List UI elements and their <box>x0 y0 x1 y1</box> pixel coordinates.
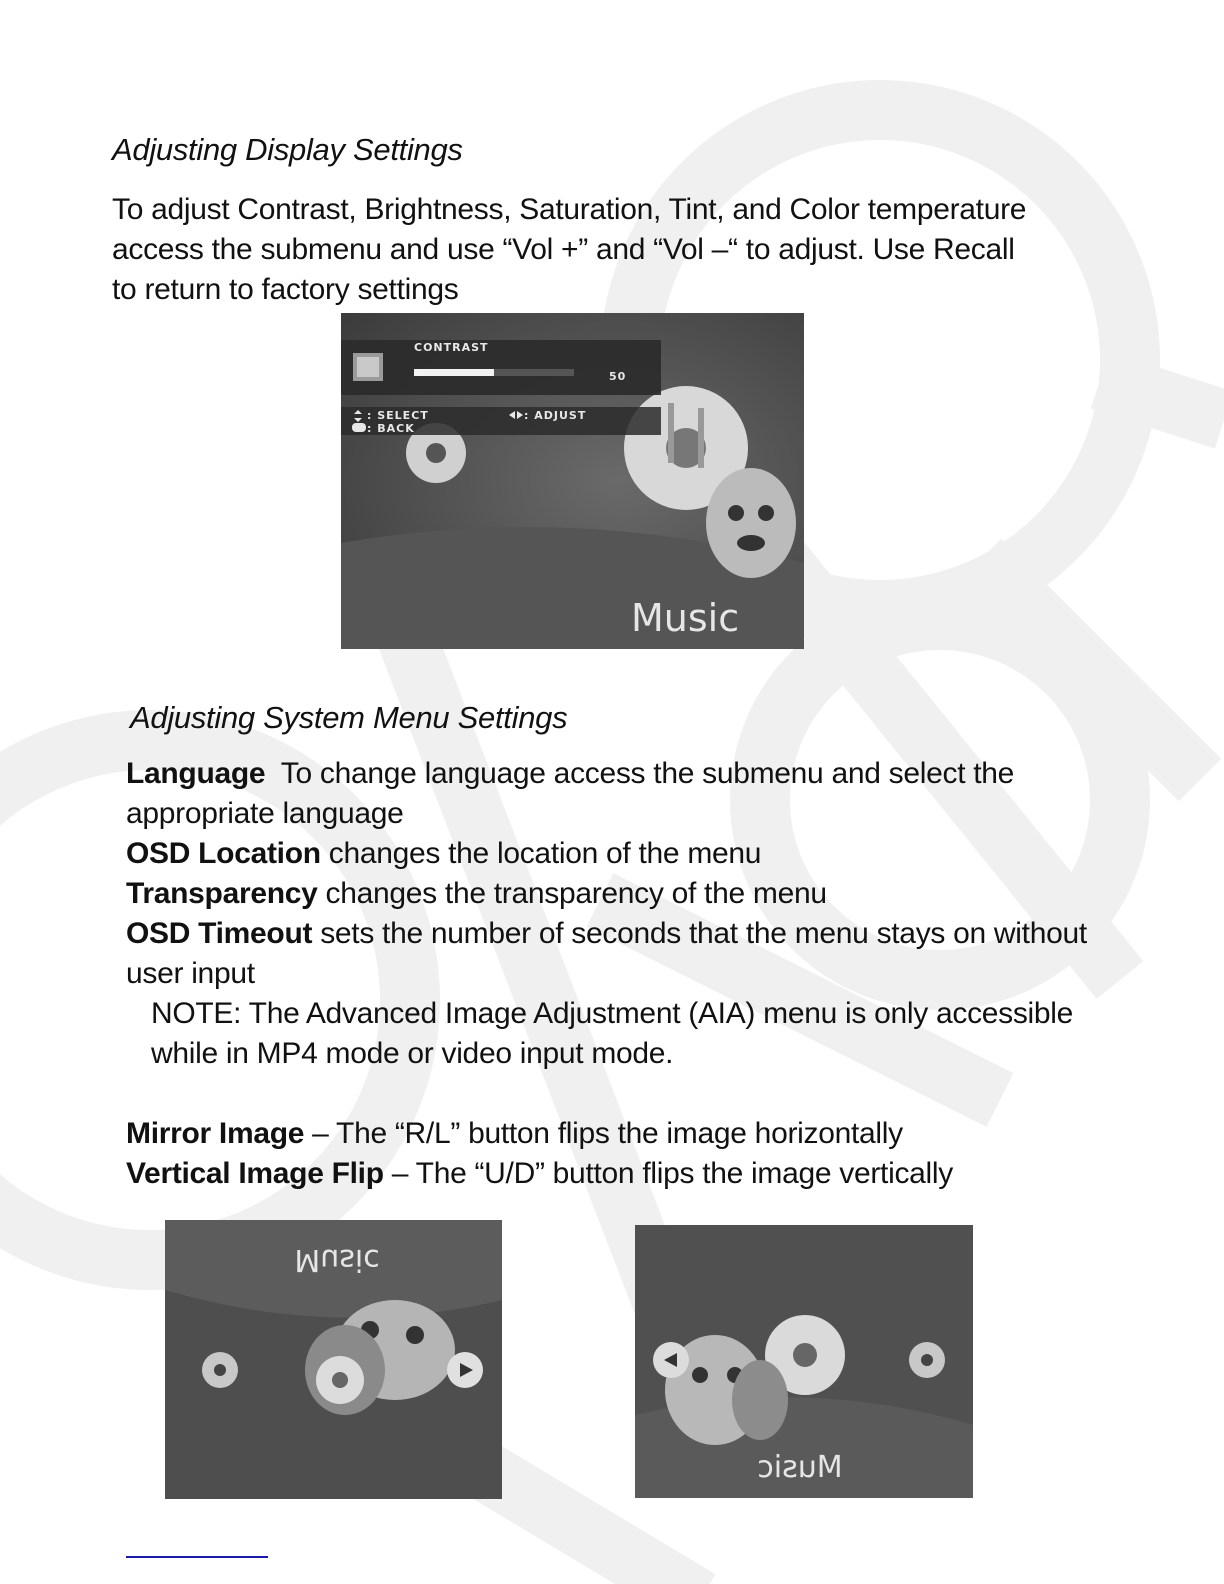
hint-select: : SELECT <box>367 409 429 422</box>
term-transparency: Transparency <box>126 877 318 910</box>
section-heading-display-settings: Adjusting Display Settings <box>112 132 463 167</box>
definition-text: sets the number of seconds that the menu stays on without <box>312 917 1087 950</box>
definition-text: changes the location of the menu <box>320 837 762 870</box>
term-mirror-image: Mirror Image <box>126 1117 305 1150</box>
footer-rule <box>126 1556 268 1558</box>
flipped-image-screenshot <box>165 1220 502 1499</box>
contrast-menu-screenshot <box>341 313 804 649</box>
definition-line <box>126 954 1186 994</box>
contrast-bar-fill <box>414 369 494 376</box>
music-label-flipped: Music <box>294 1242 380 1277</box>
paragraph-line: To adjust Contrast, Brightness, Saturation, Tint, and Color temperature <box>112 193 1027 226</box>
definition-line <box>126 874 1186 914</box>
contrast-value: 50 <box>609 370 627 383</box>
note-line: NOTE: The Advanced Image Adjustment (AIA) menu is only accessible <box>151 997 1074 1030</box>
section-heading-system-menu: Adjusting System Menu Settings <box>130 700 568 735</box>
term-language: Language <box>126 757 266 790</box>
definition-line <box>126 794 1186 834</box>
note-block <box>126 994 1186 1074</box>
definition-line <box>126 914 1186 954</box>
paragraph-line: to return to factory settings <box>112 273 459 306</box>
definition-text: – The “U/D” button flips the image vertically <box>383 1157 953 1190</box>
definition-text: appropriate language <box>126 797 404 830</box>
menu-key-icon <box>352 423 366 432</box>
definition-text: user input <box>126 957 255 990</box>
paragraph-line: access the submenu and use “Vol +” and “Vol –“ to adjust. Use Recall <box>112 233 1015 266</box>
definition-line <box>126 1114 1186 1154</box>
term-vertical-flip: Vertical Image Flip <box>126 1157 384 1190</box>
definition-line <box>126 834 1186 874</box>
term-osd-timeout: OSD Timeout <box>126 917 313 950</box>
definition-line <box>126 1154 1186 1194</box>
mirrored-image-screenshot <box>635 1225 973 1498</box>
osd-title: CONTRAST <box>414 341 489 354</box>
hint-back: : BACK <box>367 422 415 435</box>
term-osd-location: OSD Location <box>126 837 321 870</box>
definition-text: – The “R/L” button flips the image horizontally <box>304 1117 903 1150</box>
note-line: while in MP4 mode or video input mode. <box>151 1037 674 1070</box>
definition-text: changes the transparency of the menu <box>317 877 827 910</box>
hint-adjust: : ADJUST <box>524 409 587 422</box>
definition-line <box>126 754 1186 794</box>
system-menu-definitions <box>126 754 1186 1194</box>
music-label: Music <box>631 596 740 640</box>
display-settings-paragraph <box>112 190 1112 310</box>
definition-text: To change language access the submenu and select the <box>265 757 1015 790</box>
music-label-mirrored: Music <box>757 1450 843 1485</box>
